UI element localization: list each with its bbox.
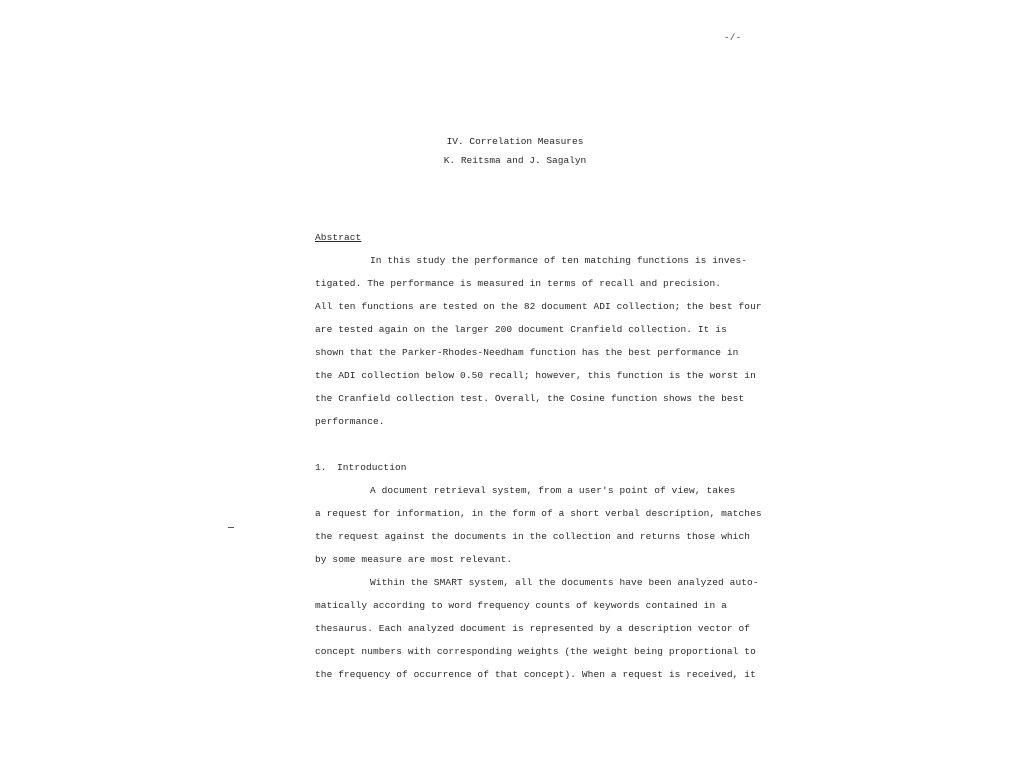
authors: K. Reitsma and J. Sagalyn: [443, 155, 587, 166]
introduction-title: Introduction: [337, 462, 407, 473]
abstract-line: the ADI collection below 0.50 recall; however, this function is the worst in: [315, 370, 756, 381]
abstract-line: tigated. The performance is measured in terms of recall and precision.: [315, 278, 722, 289]
paragraph-line: the request against the documents in the collection and returns those which: [315, 531, 751, 542]
spacer: [315, 433, 745, 456]
body-text: [315, 226, 762, 686]
abstract-heading: Abstract: [315, 232, 362, 243]
paragraph-line: by some measure are most relevant.: [315, 554, 513, 565]
abstract-line: the Cranfield collection test. Overall, the Cosine function shows the best: [315, 393, 745, 404]
abstract-line: All ten functions are tested on the 82 document ADI collection; the best four: [315, 301, 762, 312]
abstract-line: In this study the performance of ten matching functions is inves-: [370, 255, 748, 266]
page-number: -/-: [724, 33, 742, 43]
paragraph-line: A document retrieval system, from a user's point of view, takes: [370, 485, 736, 496]
title-block: [380, 132, 650, 170]
abstract-line: performance.: [315, 416, 385, 427]
paragraph-line: a request for information, in the form of a short verbal description, matches: [315, 508, 762, 519]
paragraph-line: Within the SMART system, all the documents have been analyzed auto-: [370, 577, 759, 588]
paragraph-line: concept numbers with corresponding weights (the weight being proportional to: [315, 646, 756, 657]
section-title: IV. Correlation Measures: [446, 136, 584, 147]
paragraph-line: thesaurus. Each analyzed document is represented by a description vector of: [315, 623, 751, 634]
paragraph-line: the frequency of occurrence of that concept). When a request is received, it: [315, 669, 756, 680]
margin-mark: [228, 527, 234, 528]
introduction-heading: [315, 456, 745, 479]
paragraph-line: matically according to word frequency counts of keywords contained in a: [315, 600, 727, 611]
introduction-number: 1.: [315, 462, 327, 473]
abstract-line: are tested again on the larger 200 document Cranfield collection. It is: [315, 324, 727, 335]
abstract-line: shown that the Parker-Rhodes-Needham function has the best performance in: [315, 347, 739, 358]
